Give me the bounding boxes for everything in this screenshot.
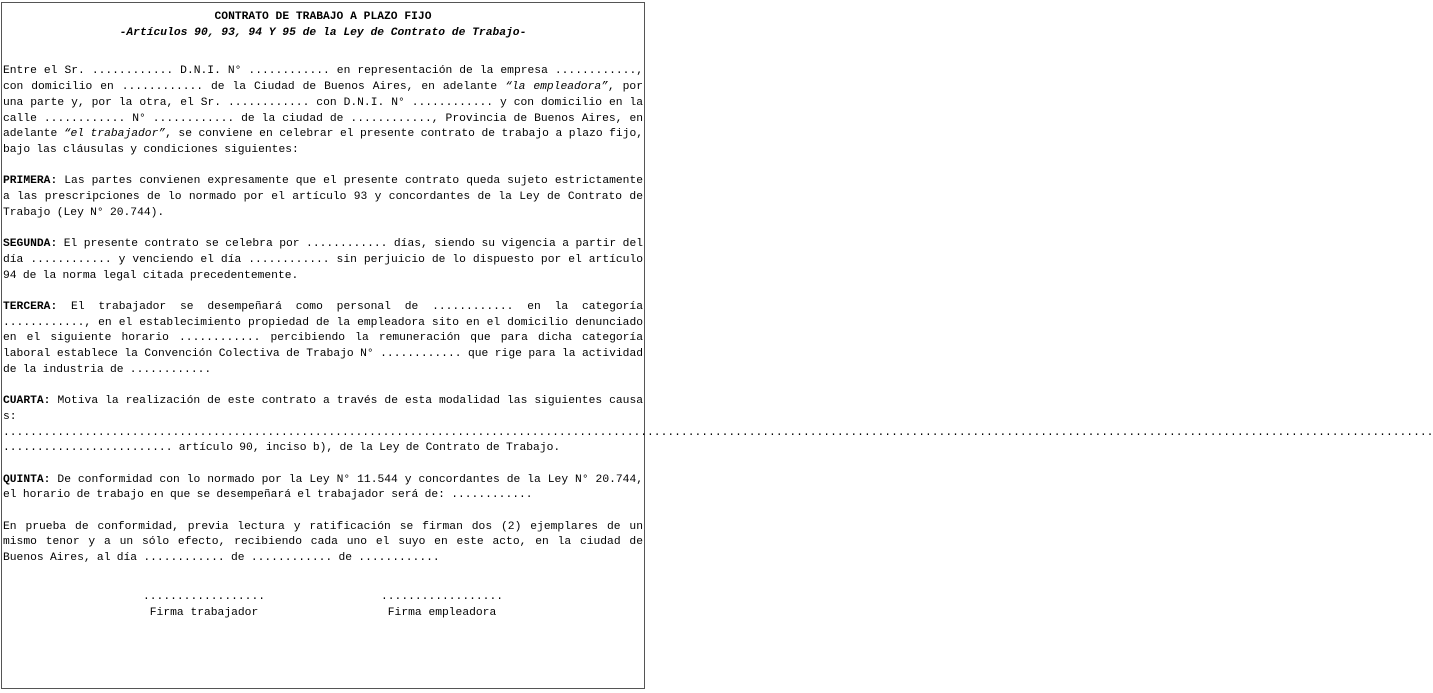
clause-quinta: [3, 473, 643, 504]
signature-line: ..................: [142, 590, 266, 603]
clause-segunda: [3, 237, 643, 284]
signature-worker: [124, 590, 284, 621]
worker-alias: “el trabajador”: [63, 128, 166, 141]
signature-label-employer: Firma empleadora: [387, 606, 497, 619]
clause-label: CUARTA:: [3, 395, 51, 408]
signature-label-worker: Firma trabajador: [149, 606, 259, 619]
signature-row: [3, 590, 643, 621]
clause-tercera: [3, 300, 643, 379]
clause-cuarta: [3, 394, 1433, 441]
clause-label: PRIMERA:: [3, 175, 58, 188]
clause-text: El trabajador se desempeñará como personal de ............ en la categoría ............, en el establecimiento propiedad de la empleadora sito en el domicilio denunciado en el siguiente horario ............ percibiendo la remuneración que para dicha categoría laboral establece la Convención Colectiva de Trabajo N° ............ que rige para la actividad de la industria de ............: [3, 300, 643, 376]
intro-text-2: , por una parte y, por la otra, el Sr. ............ con D.N.I. N° ............ y con domicilio en la calle ............ N° ............ de la ciudad de ............, Provincia de Buenos Aires, en adelante: [3, 81, 643, 141]
document-subtitle: -Artículos 90, 93, 94 Y 95 de la Ley de Contrato de Trabajo-: [119, 26, 527, 39]
document-title: CONTRATO DE TRABAJO A PLAZO FIJO: [214, 11, 432, 23]
clause-label: TERCERA:: [3, 300, 58, 313]
clause-text: Las partes convienen expresamente que el presente contrato queda sujeto estrictamente a las prescripciones de lo normado por el artículo 93 y concordantes de la Ley de Contrato de Trabajo (Ley N° 20.744).: [3, 175, 643, 219]
intro-text-1: Entre el Sr. ............ D.N.I. N° ............ en representación de la empresa ............, con domicilio en ............ de la Ciudad de Buenos Aires, en adelante: [3, 65, 643, 94]
clause-text: Motiva la realización de este contrato a través de esta modalidad las siguientes causas: ...................................................................................................................................................................................................................: [3, 395, 1433, 439]
clause-cuarta-tail: ......................... artículo 90, inciso b), de la Ley de Contrato de Trabajo.: [3, 442, 561, 455]
signature-employer: [362, 590, 522, 621]
clause-label: QUINTA:: [3, 473, 51, 486]
contract-document: [3, 10, 1433, 621]
clause-text: El presente contrato se celebra por ............ días, siendo su vigencia a partir del día ............ y venciendo el día ............ sin perjuicio de lo dispuesto por el artículo 94 de la norma legal citada precedentemente.: [3, 238, 643, 282]
closing-paragraph: En prueba de conformidad, previa lectura y ratificación se firman dos (2) ejemplares de un mismo tenor y a un sólo efecto, recibiendo cada uno el suyo en este acto, en la ciudad de Buenos Aires, al día ............ de ............ de ............: [3, 520, 643, 565]
clause-primera: [3, 174, 643, 221]
employer-alias: “la empleadora”: [505, 81, 608, 94]
signature-line: ..................: [380, 590, 504, 603]
intro-text-3: , se conviene en celebrar el presente contrato de trabajo a plazo fijo, bajo las cláusulas y condiciones siguientes:: [3, 128, 643, 156]
clause-text: De conformidad con lo normado por la Ley N° 11.544 y concordantes de la Ley N° 20.744, el horario de trabajo en que se desempeñará el trabajador será de: ............: [3, 473, 643, 502]
clause-label: SEGUNDA:: [3, 238, 58, 251]
intro-paragraph: [3, 64, 643, 158]
